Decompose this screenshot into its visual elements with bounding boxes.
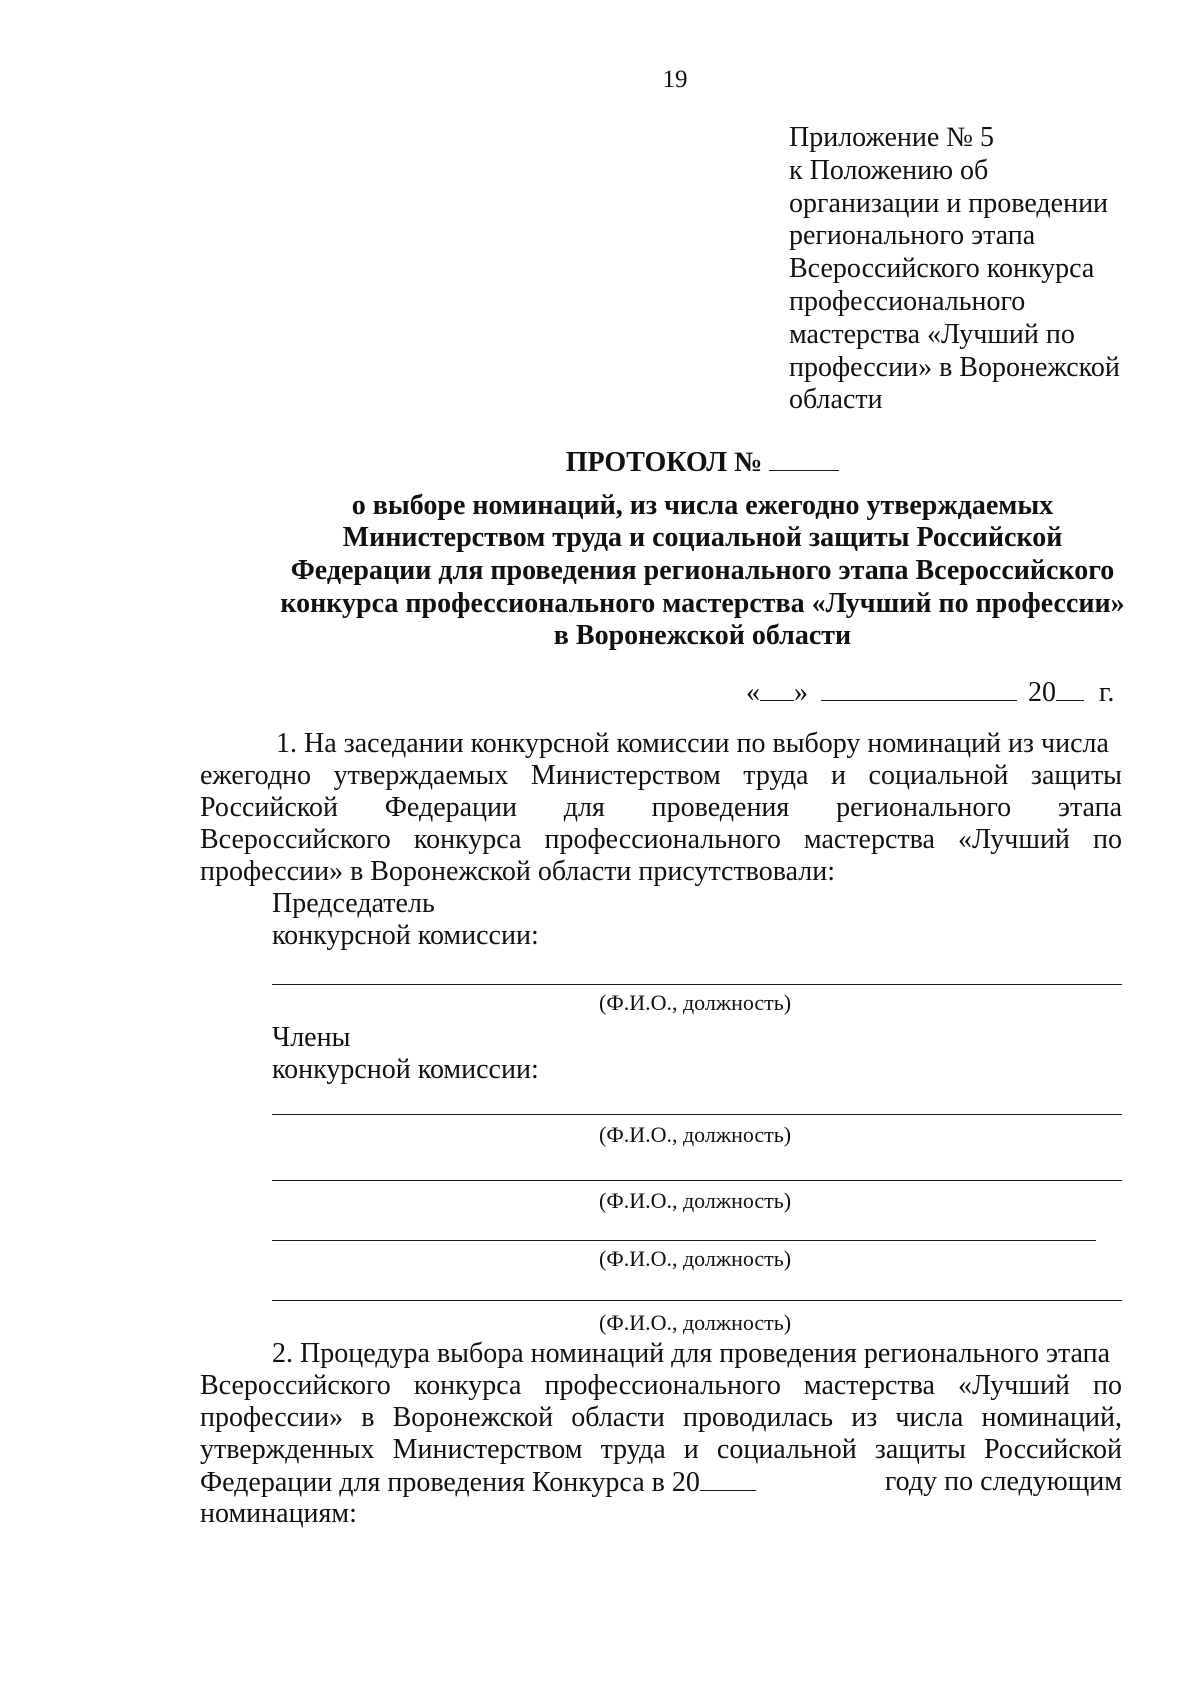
page-number: 19 xyxy=(662,66,688,93)
section2-line5-part1: Федерации для проведения Конкурса в 20 xyxy=(200,1466,756,1499)
day-blank xyxy=(760,676,794,701)
member-signature-line xyxy=(272,1180,1122,1181)
appendix-line: Всероссийского конкурса xyxy=(789,253,1095,285)
member-signature-line xyxy=(272,1300,1122,1301)
date-year-prefix: 20 xyxy=(1028,677,1056,708)
appendix-line: Приложение № 5 xyxy=(789,122,994,153)
section2-line xyxy=(200,1466,1122,1499)
members-label: Члены xyxy=(272,1022,351,1053)
appendix-line: регионального этапа xyxy=(789,220,1036,252)
title-subline: конкурса профессионального мастерства «Лучший по профессии» xyxy=(280,588,1125,619)
section1-line: Российской Федерации для проведения регионального этапа xyxy=(200,792,1122,823)
member-signature-line xyxy=(272,1240,1096,1241)
signature-caption: (Ф.И.О., должность) xyxy=(599,1310,792,1335)
section1-line: Всероссийского конкурса профессионального мастерства «Лучший по xyxy=(200,824,1122,855)
section2-line: 2. Процедура выбора номинаций для проведения регионального этапа xyxy=(272,1338,1111,1369)
title-subline: в Воронежской области xyxy=(553,620,852,651)
section2-line: Всероссийского конкурса профессионального мастерства «Лучший по xyxy=(200,1370,1122,1401)
date-close-quote: » xyxy=(794,677,808,708)
chair-label: Председатель xyxy=(272,888,435,919)
signature-caption: (Ф.И.О., должность) xyxy=(599,1122,792,1147)
appendix-line: мастерства «Лучший по xyxy=(789,318,1075,350)
chair-label: конкурсной комиссии: xyxy=(272,920,539,951)
section2-line: номинациям: xyxy=(200,1498,357,1529)
section2-line: профессии» в Воронежской области проводилась из числа номинаций, xyxy=(200,1402,1122,1433)
signature-caption: (Ф.И.О., должность) xyxy=(599,990,792,1015)
appendix-block xyxy=(789,122,1120,417)
appendix-line: профессионального xyxy=(789,285,1026,317)
month-blank xyxy=(821,676,1017,701)
date-line xyxy=(746,676,1114,709)
chair-signature-line xyxy=(272,984,1122,985)
title-subline: Федерации для проведения регионального этапа Всероссийского xyxy=(290,555,1115,586)
signature-caption: (Ф.И.О., должность) xyxy=(599,1246,792,1271)
signature-caption: (Ф.И.О., должность) xyxy=(599,1188,792,1213)
appendix-line: профессии» в Воронежской xyxy=(789,351,1120,383)
title-heading: ПРОТОКОЛ № xyxy=(565,447,763,478)
year-blank-2 xyxy=(700,1466,756,1491)
title-subline: Министерством труда и социальной защиты Российской xyxy=(342,522,1063,553)
section1-line: профессии» в Воронежской области присутствовали: xyxy=(200,856,835,887)
title-subline: о выборе номинаций, из числа ежегодно утверждаемых xyxy=(351,490,1054,521)
section2-line5-part2: году по следующим xyxy=(884,1466,1122,1497)
member-signature-line xyxy=(272,1114,1122,1115)
protocol-number-blank xyxy=(769,446,839,471)
appendix-line: к Положению об xyxy=(789,154,989,186)
section2-line: утвержденных Министерством труда и социальной защиты Российской xyxy=(200,1434,1122,1465)
document-title xyxy=(0,446,1200,480)
appendix-line: организации и проведении xyxy=(789,187,1109,219)
section1-line: ежегодно утверждаемых Министерством труда и социальной защиты xyxy=(200,760,1122,791)
members-label: конкурсной комиссии: xyxy=(272,1054,539,1085)
section1-line: 1. На заседании конкурсной комиссии по выбору номинаций из числа xyxy=(276,728,1109,759)
date-open-quote: « xyxy=(746,677,760,708)
year-blank xyxy=(1056,676,1084,701)
date-year-suffix: г. xyxy=(1099,677,1115,708)
appendix-line: области xyxy=(789,384,883,416)
